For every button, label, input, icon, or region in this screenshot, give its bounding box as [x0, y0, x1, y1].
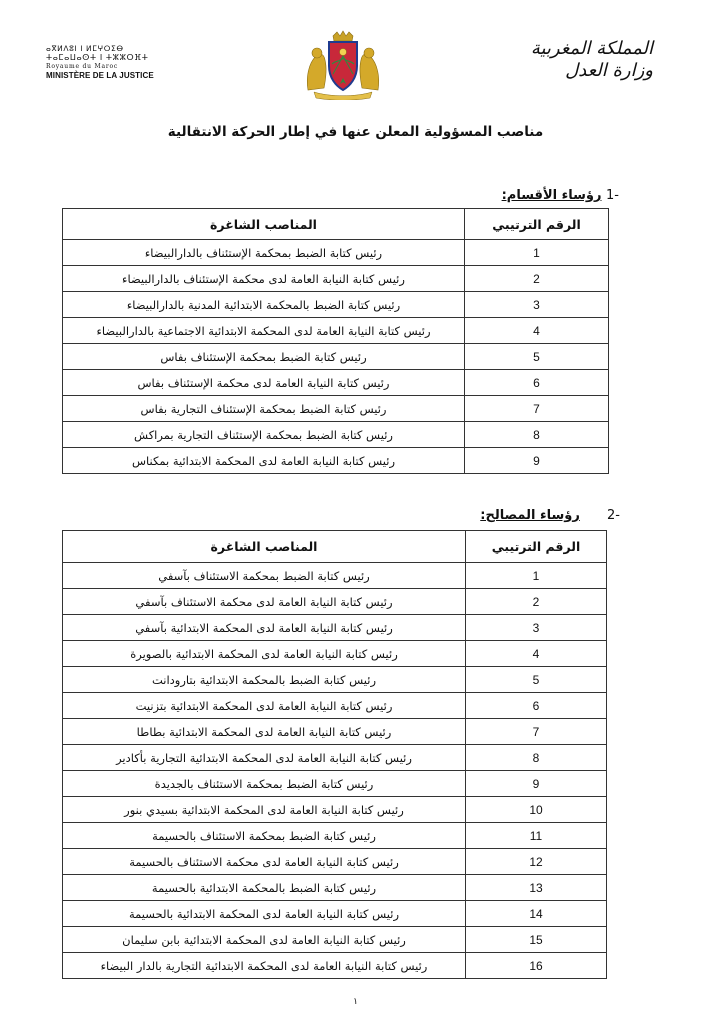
vacant-post-cell: رئيس كتابة الضبط بمحكمة الإستئناف بفاس [63, 344, 465, 370]
vacant-post-cell: رئيس كتابة النيابة العامة لدى محكمة الاستئناف بالحسيمة [63, 849, 466, 875]
table-row [63, 589, 607, 615]
row-number-cell: 8 [466, 745, 607, 771]
vacant-post-cell: رئيس كتابة النيابة العامة لدى محكمة الإستئناف بالدارالبيضاء [63, 266, 465, 292]
vacant-post-cell: رئيس كتابة النيابة العامة لدى المحكمة الابتدائية بتزنيت [63, 693, 466, 719]
vacant-post-cell: رئيس كتابة الضبط بمحكمة الاستئناف بالجديدة [63, 771, 466, 797]
vacant-post-cell: رئيس كتابة النيابة العامة لدى محكمة الإستئناف بفاس [63, 370, 465, 396]
table-row [63, 266, 609, 292]
row-number-cell: 4 [466, 641, 607, 667]
column-header-post: المناصب الشاغرة [63, 531, 466, 563]
ministere-text: MINISTÈRE DE LA JUSTICE [46, 71, 154, 80]
row-number-cell: 5 [465, 344, 609, 370]
table-row [63, 615, 607, 641]
column-header-number: الرقم الترتيبي [465, 209, 609, 240]
vacant-post-cell: رئيس كتابة الضبط بمحكمة الإستئناف التجارية بفاس [63, 396, 465, 422]
column-header-post: المناصب الشاغرة [63, 209, 465, 240]
ministry-header-arabic [531, 38, 653, 82]
row-number-cell: 14 [466, 901, 607, 927]
vacant-post-cell: رئيس كتابة الضبط بالمحكمة الابتدائية المدنية بالدارالبيضاء [63, 292, 465, 318]
table-row [63, 927, 607, 953]
vacant-post-cell: رئيس كتابة الضبط بمحكمة الإستئناف بالدارالبيضاء [63, 240, 465, 266]
tifinagh-line-2: ⵜⴰⵎⴰⵡⴰⵙⵜ ⵏ ⵜⵣⵣⵔⴼⵜ [46, 53, 149, 62]
table-row [63, 318, 609, 344]
royaume-text: Royaume du Maroc [46, 63, 119, 70]
section-2-table [62, 530, 607, 979]
table-row [63, 901, 607, 927]
vacant-post-cell: رئيس كتابة النيابة العامة لدى المحكمة الابتدائية بطاطا [63, 719, 466, 745]
vacant-post-cell: رئيس كتابة النيابة العامة لدى المحكمة الابتدائية بالصويرة [63, 641, 466, 667]
vacant-post-cell: رئيس كتابة النيابة العامة لدى المحكمة الابتدائية التجارية بالدار البيضاء [63, 953, 466, 979]
vacant-post-cell: رئيس كتابة النيابة العامة لدى محكمة الاستئناف بآسفي [63, 589, 466, 615]
row-number-cell: 13 [466, 875, 607, 901]
table-row [63, 292, 609, 318]
row-number-cell: 11 [466, 823, 607, 849]
vacant-post-cell: رئيس كتابة الضبط بالمحكمة الابتدائية بالحسيمة [63, 875, 466, 901]
ministry-header-latin [46, 44, 176, 80]
table-row [63, 875, 607, 901]
vacant-post-cell: رئيس كتابة النيابة العامة لدى المحكمة الابتدائية بمكناس [63, 448, 465, 474]
row-number-cell: 7 [465, 396, 609, 422]
row-number-cell: 8 [465, 422, 609, 448]
vacant-post-cell: رئيس كتابة النيابة العامة لدى المحكمة الابتدائية الاجتماعية بالدارالبيضاء [63, 318, 465, 344]
vacant-post-cell: رئيس كتابة النيابة العامة لدى المحكمة الابتدائية بسيدي بنور [63, 797, 466, 823]
table-row [63, 563, 607, 589]
table-row [63, 823, 607, 849]
vacant-post-cell: رئيس كتابة النيابة العامة لدى المحكمة الابتدائية التجارية بأكادير [63, 745, 466, 771]
table-row [63, 719, 607, 745]
document-title: مناصب المسؤولية المعلن عنها في إطار الحركة الانتقالية [167, 124, 544, 140]
table-row [63, 849, 607, 875]
tifinagh-line-1: ⴰⴳⵍⴷⵓⵏ ⵏ ⵍⵎⵖⵔⵉⴱ [46, 44, 124, 53]
table-row [63, 953, 607, 979]
row-number-cell: 7 [466, 719, 607, 745]
section-1-number: -1 [606, 188, 619, 203]
vacant-post-cell: رئيس كتابة الضبط بمحكمة الاستئناف بآسفي [63, 563, 466, 589]
row-number-cell: 6 [465, 370, 609, 396]
table-row [63, 797, 607, 823]
table-row [63, 396, 609, 422]
table-row [63, 240, 609, 266]
row-number-cell: 2 [465, 266, 609, 292]
table-row [63, 448, 609, 474]
section-2-number: -2 [607, 508, 620, 523]
row-number-cell: 3 [465, 292, 609, 318]
table-row [63, 745, 607, 771]
row-number-cell: 1 [466, 563, 607, 589]
row-number-cell: 5 [466, 667, 607, 693]
vacant-post-cell: رئيس كتابة الضبط بمحكمة الاستئناف بالحسيمة [63, 823, 466, 849]
vacant-post-cell: رئيس كتابة النيابة العامة لدى المحكمة الابتدائية بابن سليمان [63, 927, 466, 953]
table-row [63, 771, 607, 797]
column-header-number: الرقم الترتيبي [466, 531, 607, 563]
row-number-cell: 12 [466, 849, 607, 875]
section-1-label: رؤساء الأقسام: [501, 188, 602, 203]
vacant-post-cell: رئيس كتابة الضبط بمحكمة الإستئناف التجارية بمراكش [63, 422, 465, 448]
row-number-cell: 6 [466, 693, 607, 719]
row-number-cell: 9 [465, 448, 609, 474]
section-1-table [62, 208, 609, 474]
row-number-cell: 9 [466, 771, 607, 797]
table-row [63, 641, 607, 667]
table-row [63, 422, 609, 448]
vacant-post-cell: رئيس كتابة النيابة العامة لدى المحكمة الابتدائية بالحسيمة [63, 901, 466, 927]
page-number: ١ [353, 996, 358, 1006]
table-row [63, 344, 609, 370]
table-row [63, 370, 609, 396]
row-number-cell: 16 [466, 953, 607, 979]
vacant-post-cell: رئيس كتابة الضبط بالمحكمة الابتدائية بتارودانت [63, 667, 466, 693]
row-number-cell: 10 [466, 797, 607, 823]
section-2-heading [480, 508, 620, 523]
row-number-cell: 2 [466, 589, 607, 615]
row-number-cell: 1 [465, 240, 609, 266]
kingdom-name: المملكة المغربية [530, 38, 653, 59]
section-2-label: رؤساء المصالح: [480, 508, 580, 523]
table-row [63, 693, 607, 719]
ministry-name: وزارة العدل [565, 60, 653, 81]
row-number-cell: 4 [465, 318, 609, 344]
section-1-heading [502, 188, 619, 203]
row-number-cell: 3 [466, 615, 607, 641]
vacant-post-cell: رئيس كتابة النيابة العامة لدى المحكمة الابتدائية بآسفي [63, 615, 466, 641]
row-number-cell: 15 [466, 927, 607, 953]
table-row [63, 667, 607, 693]
table-header-row [63, 531, 607, 563]
table-header-row [63, 209, 609, 240]
royal-coat-of-arms-icon [300, 30, 386, 100]
